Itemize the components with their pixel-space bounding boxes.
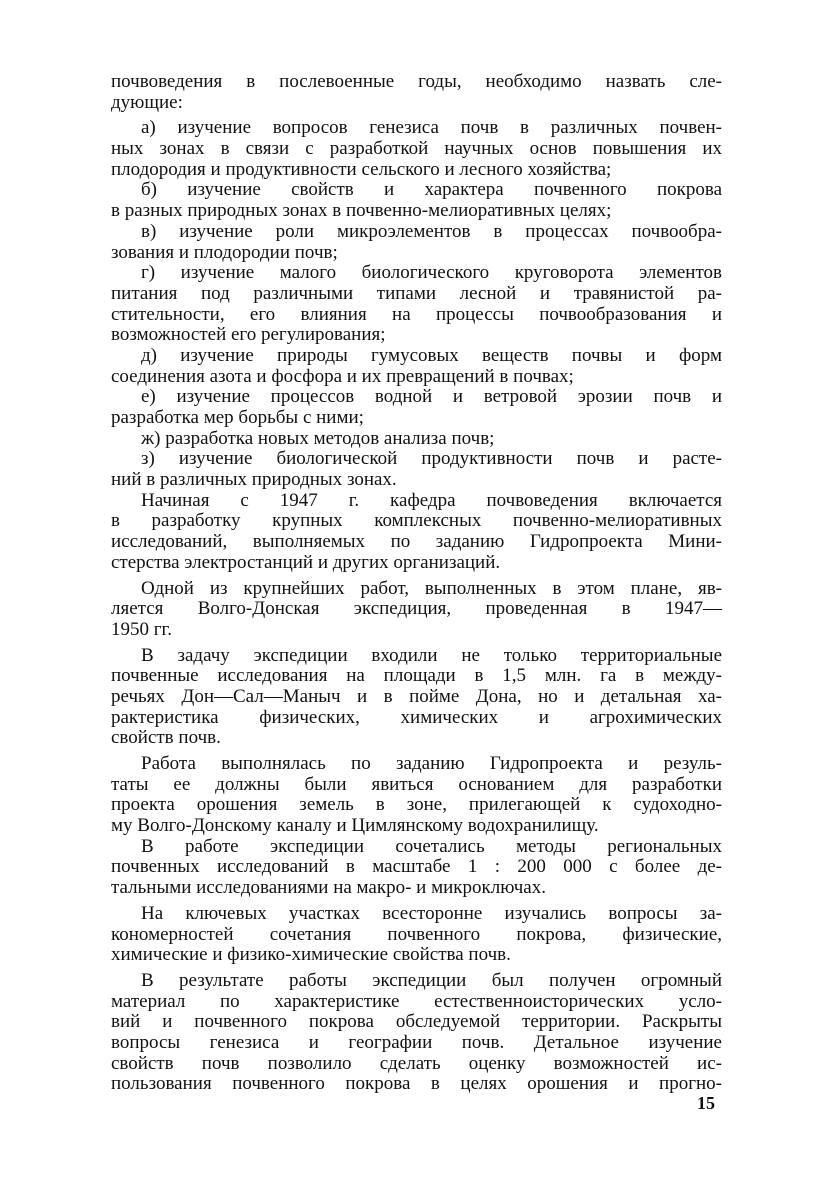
text-line: В задачу экспедиции входили не только территориальные [141,644,722,666]
text-line: в) изучение роли микроэлементов в процессах почвообра- [141,220,722,242]
page-body [111,72,722,1095]
text-line: возможностей его регулирования; [111,324,386,346]
text-line: в разных природных зонах в почвенно-мелиоративных целях; [111,200,612,222]
text-line: тальными исследованиями на макро- и микроключах. [111,877,546,899]
text-line: свойств почв. [111,727,221,749]
text-line: таты ее должны были явиться основанием для разработки [111,773,722,795]
text-line: дующие: [111,91,183,113]
text-line: ных зонах в связи с разработкой научных основ повышения их [111,138,722,160]
text-line: з) изучение биологической продуктивности почв и расте- [141,448,722,470]
text-line: г) изучение малого биологического круговорота элементов [141,262,722,284]
text-line: а) изучение вопросов генезиса почв в различных почвен- [141,117,722,139]
text-line: почвенные исследования на площади в 1,5 млн. га в между- [111,665,722,687]
text-line: плодородия и продуктивности сельского и лесного хозяйства; [111,158,612,180]
text-line: Начиная с 1947 г. кафедра почвоведения включается [141,489,722,511]
text-line: вий и почвенного покрова обследуемой территории. Раскрыты [111,1011,722,1033]
text-line: рактеристика физических, химических и агрохимических [111,706,722,728]
text-line: ж) разработка новых методов анализа почв; [141,427,495,449]
text-line: исследований, выполняемых по заданию Гидропроекта Мини- [111,531,722,553]
text-line: д) изучение природы гумусовых веществ почвы и форм [141,344,722,366]
text-line: материал по характеристике естественноисторических усло- [111,990,722,1012]
text-line: в разработку крупных комплексных почвенно-мелиоративных [111,510,722,532]
text-line: ляется Волго-Донская экспедиция, проведенная в 1947— [111,598,722,620]
text-line: Одной из крупнейших работ, выполненных в этом плане, яв- [141,577,722,599]
text-line: Работа выполнялась по заданию Гидропроекта и резуль- [141,753,722,774]
text-line: свойств почв позволило сделать оценку возможностей ис- [111,1052,722,1074]
text-line: стительности, его влияния на процессы почвообразования и [111,303,722,325]
text-line: почвоведения в послевоенные годы, необходимо назвать сле- [111,71,722,92]
text-line: В результате работы экспедиции был получен огромный [141,969,722,991]
text-line: ний в различных природных зонах. [111,469,397,491]
text-line: В работе экспедиции сочетались методы региональных [141,835,722,857]
text-line: б) изучение свойств и характера почвенного покрова [141,179,722,201]
text-line: пользования почвенного покрова в целях орошения и прогно- [111,1073,722,1095]
text-line: 1950 гг. [111,618,172,640]
text-line: соединения азота и фосфора и их превращений в почвах; [111,365,574,387]
text-line: разработка мер борьбы с ними; [111,407,364,428]
text-line: На ключевых участках всесторонне изучались вопросы за- [141,902,722,924]
text-line: почвенных исследований в масштабе 1 : 200 000 с более де- [111,856,722,878]
text-line: химические и физико-химические свойства почв. [111,944,511,966]
text-line: питания под различными типами лесной и травянистой ра- [111,282,722,304]
text-line: вопросы генезиса и географии почв. Детальное изучение [111,1031,722,1053]
text-line: зования и плодородии почв; [111,241,338,263]
page-number: 15 [697,1093,715,1113]
text-line: кономерностей сочетания почвенного покрова, физические, [111,923,722,945]
text-line: стерства электростанций и других организаций. [111,551,501,573]
text-line: е) изучение процессов водной и ветровой эрозии почв и [141,386,722,408]
text-line: проекта орошения земель в зоне, прилегающей к судоходно- [111,794,722,816]
text-line: му Волго-Донскому каналу и Цимлянскому водохранилищу. [111,815,599,837]
text-line: речьях Дон—Сал—Маныч и в пойме Дона, но и детальная ха- [111,685,722,707]
